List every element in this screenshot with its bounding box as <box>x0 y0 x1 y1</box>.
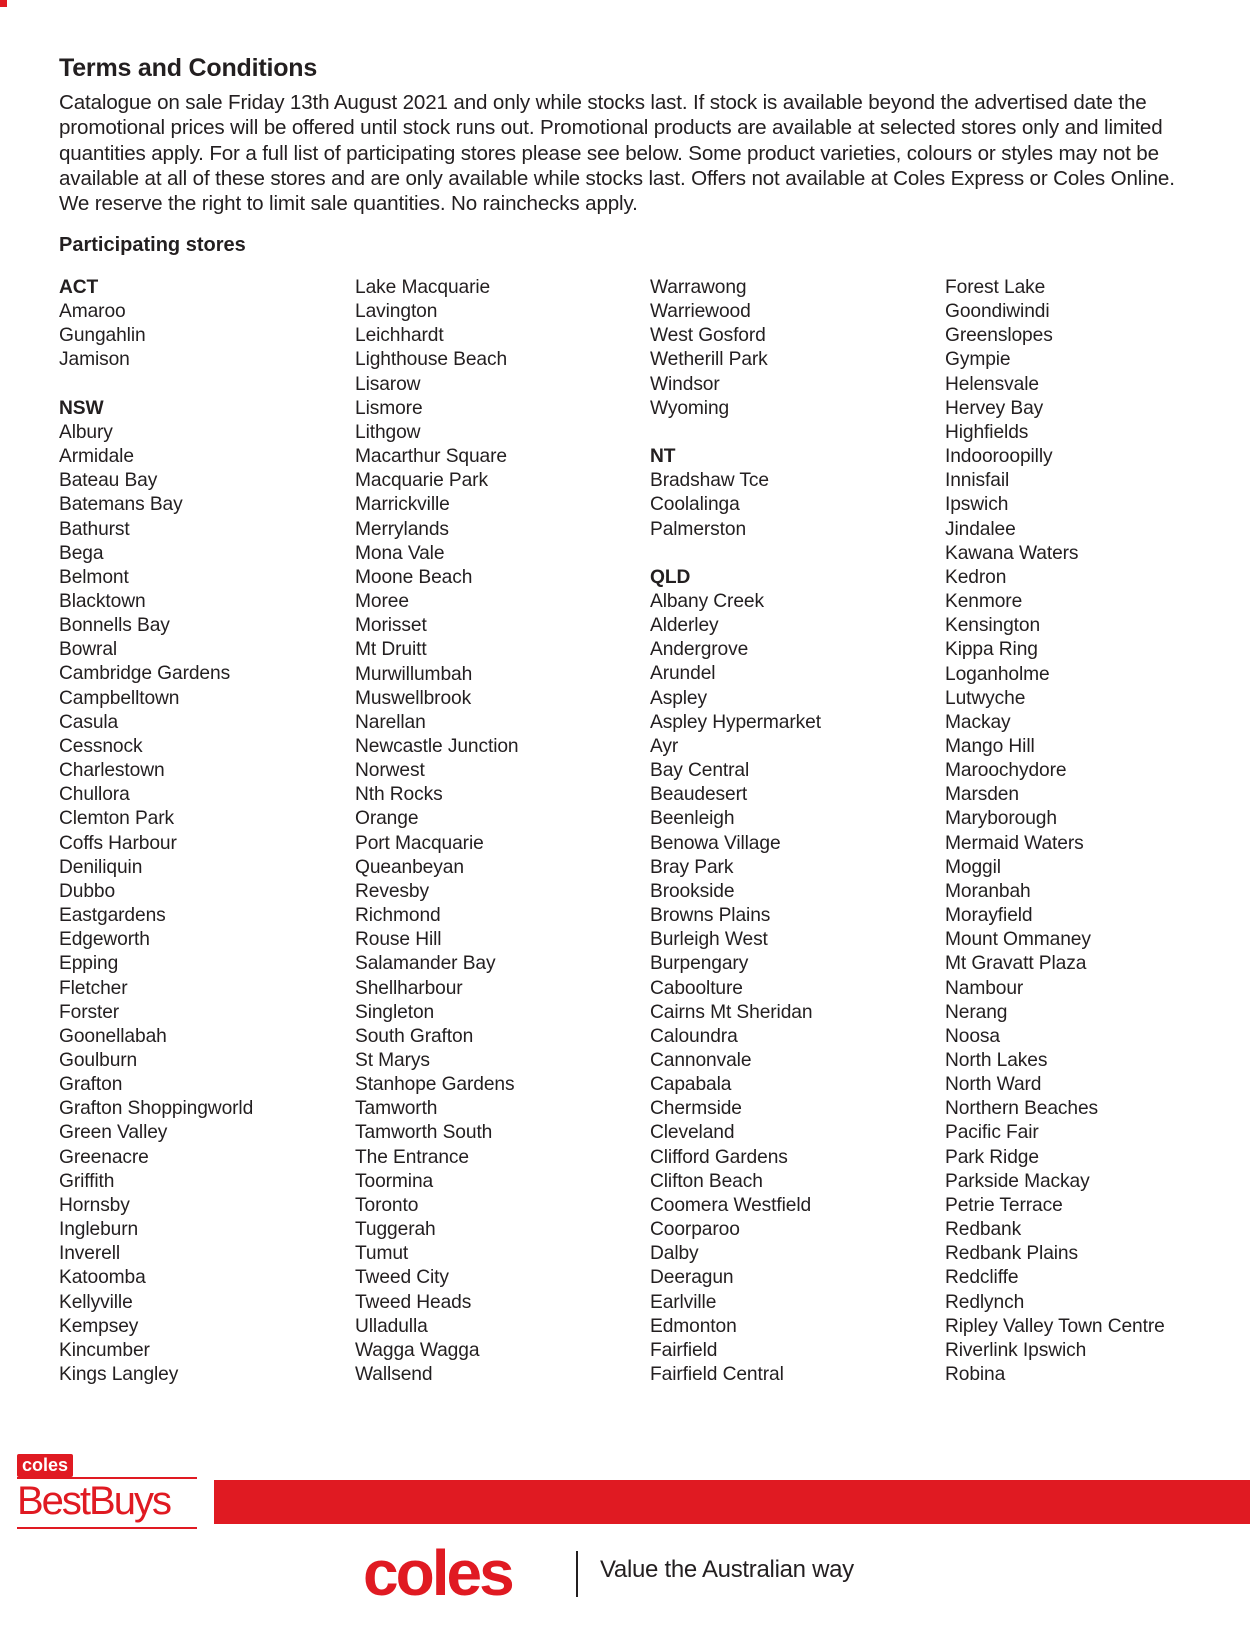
store-item: Mona Vale <box>355 542 445 564</box>
store-item: Jamison <box>59 349 130 371</box>
store-item: Windsor <box>650 373 720 395</box>
footer-divider <box>576 1551 578 1597</box>
store-item: Kellyville <box>59 1291 133 1313</box>
store-item: Mango Hill <box>945 735 1035 757</box>
store-item: Merrylands <box>355 518 449 540</box>
region-heading: ACT <box>59 277 99 298</box>
store-item: Toormina <box>355 1170 434 1192</box>
stores-heading: Participating stores <box>59 234 246 257</box>
store-item: Orange <box>355 808 419 830</box>
store-item: Northern Beaches <box>945 1098 1099 1120</box>
store-item: Benowa Village <box>650 832 781 854</box>
store-item: Mt Gravatt Plaza <box>945 953 1087 975</box>
store-item: Wagga Wagga <box>355 1339 480 1361</box>
store-item: Wallsend <box>355 1364 433 1386</box>
footer-red-band <box>214 1480 1250 1524</box>
store-item: Jindalee <box>945 518 1016 540</box>
store-item: Deniliquin <box>59 856 143 878</box>
terms-section <box>59 54 1199 1386</box>
store-item: Andergrove <box>650 639 749 661</box>
store-item: Bray Park <box>650 856 734 878</box>
store-item: Nerang <box>945 1001 1008 1023</box>
store-item: Lismore <box>355 397 423 419</box>
bestbuys-coles-tag: coles <box>17 1454 73 1477</box>
store-item: Macquarie Park <box>355 470 488 492</box>
store-item: Maroochydore <box>945 760 1067 782</box>
store-item: Coffs Harbour <box>59 832 177 854</box>
store-item: Clemton Park <box>59 808 175 830</box>
store-item: Park Ridge <box>945 1146 1039 1168</box>
store-item: Coolalinga <box>650 494 740 516</box>
region-heading: NSW <box>59 397 104 419</box>
store-item: Armidale <box>59 446 134 468</box>
store-item: Bega <box>59 542 104 564</box>
store-item: Marrickville <box>355 494 450 516</box>
store-item: Mount Ommaney <box>945 929 1091 951</box>
store-item: Arundel <box>650 663 716 685</box>
store-item: Dubbo <box>59 880 116 902</box>
store-item: Tumut <box>355 1243 409 1265</box>
store-column-2 <box>355 276 635 1387</box>
store-item: Narellan <box>355 711 426 733</box>
store-item: Singleton <box>355 1001 435 1023</box>
store-item: Petrie Terrace <box>945 1194 1063 1216</box>
store-item: Green Valley <box>59 1122 168 1144</box>
store-item: Beaudesert <box>650 784 748 806</box>
store-item: Queanbeyan <box>355 856 464 878</box>
store-item: Highfields <box>945 421 1029 443</box>
store-item: Toronto <box>355 1194 419 1216</box>
store-item: Albany Creek <box>650 591 764 612</box>
store-item: Alderley <box>650 615 719 637</box>
store-item: Kensington <box>945 615 1041 637</box>
region-heading: NT <box>650 446 676 468</box>
store-item: Tweed Heads <box>355 1291 472 1313</box>
store-item: Cairns Mt Sheridan <box>650 1001 813 1023</box>
store-item: Bateau Bay <box>59 470 158 492</box>
store-item: Charlestown <box>59 760 165 782</box>
store-item: Caloundra <box>650 1025 738 1047</box>
store-item: Lavington <box>355 301 438 323</box>
coles-logo: coles <box>363 1537 512 1609</box>
store-item: Newcastle Junction <box>355 735 519 757</box>
store-item: Redbank <box>945 1219 1022 1241</box>
store-item: Warriewood <box>650 301 751 323</box>
store-item: Moggil <box>945 856 1001 878</box>
store-item: Fletcher <box>59 977 128 999</box>
store-item: Palmerston <box>650 518 747 540</box>
store-item: Moone Beach <box>355 566 473 588</box>
store-item: Rouse Hill <box>355 929 442 951</box>
store-item: Richmond <box>355 905 441 927</box>
store-item: Chullora <box>59 784 130 806</box>
store-item: Fairfield Central <box>650 1364 784 1385</box>
store-item: Morayfield <box>945 905 1033 927</box>
store-item: Ingleburn <box>59 1219 139 1241</box>
store-item: Edmonton <box>650 1315 737 1337</box>
store-item: Lithgow <box>355 421 421 443</box>
store-item: Greenslopes <box>945 325 1053 347</box>
store-item: Deeragun <box>650 1267 734 1289</box>
store-item: Mt Druitt <box>355 639 427 661</box>
store-list <box>355 276 635 1387</box>
bestbuys-wordmark: BestBuys <box>17 1479 170 1523</box>
store-item: St Marys <box>355 1050 430 1071</box>
store-item: Leichhardt <box>355 325 444 347</box>
store-item: Inverell <box>59 1243 121 1265</box>
store-item: Loganholme <box>945 663 1050 685</box>
store-item: Earlville <box>650 1291 717 1313</box>
store-item: Bradshaw Tce <box>650 470 769 492</box>
bestbuys-rule-bottom <box>17 1527 197 1529</box>
store-item: Blacktown <box>59 591 146 613</box>
store-item: Coorparoo <box>650 1219 740 1241</box>
store-item: Noosa <box>945 1025 1000 1047</box>
store-item: Tuggerah <box>355 1219 436 1241</box>
store-item: Tamworth South <box>355 1122 493 1144</box>
store-item: Burleigh West <box>650 929 768 951</box>
store-item: Hervey Bay <box>945 397 1044 419</box>
store-item: Aspley Hypermarket <box>650 711 821 733</box>
store-item: Port Macquarie <box>355 832 484 854</box>
store-item: Tweed City <box>355 1267 449 1289</box>
store-item: Kenmore <box>945 591 1023 613</box>
store-item: Mackay <box>945 711 1011 733</box>
store-item: Clifford Gardens <box>650 1146 788 1168</box>
store-item: Muswellbrook <box>355 687 472 709</box>
store-item: Indooroopilly <box>945 446 1053 468</box>
store-item: Riverlink Ipswich <box>945 1339 1087 1361</box>
store-item: Kincumber <box>59 1339 150 1361</box>
store-item: Goonellabah <box>59 1025 167 1047</box>
store-item: North Ward <box>945 1074 1042 1096</box>
store-item: Tamworth <box>355 1098 438 1120</box>
store-item: Warrawong <box>650 277 747 298</box>
store-item: South Grafton <box>355 1025 474 1047</box>
list-spacer <box>650 542 930 566</box>
store-list <box>59 276 339 1387</box>
store-item: Wyoming <box>650 397 730 419</box>
store-item: Capabala <box>650 1074 732 1096</box>
store-item: Grafton Shoppingworld <box>59 1098 254 1120</box>
store-item: Lisarow <box>355 373 421 395</box>
store-item: Amaroo <box>59 301 126 323</box>
store-item: Clifton Beach <box>650 1170 763 1192</box>
store-item: Edgeworth <box>59 929 150 951</box>
store-item: Innisfail <box>945 470 1010 492</box>
store-item: Marsden <box>945 784 1019 806</box>
store-item: Hornsby <box>59 1194 130 1216</box>
store-item: Moree <box>355 591 409 613</box>
store-item: Beenleigh <box>650 808 735 830</box>
list-spacer <box>59 373 339 397</box>
store-item: Gungahlin <box>59 325 146 347</box>
store-item: Bowral <box>59 639 118 661</box>
list-spacer <box>650 421 930 445</box>
store-column-3 <box>650 276 930 1387</box>
store-item: Lake Macquarie <box>355 277 491 298</box>
store-item: Wetherill Park <box>650 349 768 371</box>
store-item: Pacific Fair <box>945 1122 1039 1144</box>
store-item: Campbelltown <box>59 687 180 709</box>
store-item: Maryborough <box>945 808 1057 830</box>
store-item: Coomera Westfield <box>650 1194 812 1216</box>
store-columns <box>59 276 1219 1386</box>
store-list <box>945 276 1225 1387</box>
tagline: Value the Australian way <box>600 1556 854 1583</box>
store-item: Cessnock <box>59 735 143 757</box>
store-item: Bonnells Bay <box>59 615 170 637</box>
store-item: Batemans Bay <box>59 494 183 516</box>
store-item: Murwillumbah <box>355 663 473 685</box>
store-item: Dalby <box>650 1243 699 1265</box>
store-item: Epping <box>59 953 119 975</box>
store-item: Cleveland <box>650 1122 735 1144</box>
store-item: North Lakes <box>945 1050 1048 1071</box>
store-item: Kawana Waters <box>945 542 1079 564</box>
page-title: Terms and Conditions <box>59 54 318 82</box>
region-heading: QLD <box>650 566 691 588</box>
terms-text: Catalogue on sale Friday 13th August 2021 and only while stocks last. If stock is available beyond the advertised date the promotional prices will be offered until stock runs out. Promotional products are available at selected stores only and limited quantities apply. For a full list of participating stores please see below. Some product varieties, colours or styles may not be available at all of these stores and are only available while stocks last. Offers not available at Coles Express or Coles Online. We reserve the right to limit sale quantities. No rainchecks apply. <box>59 91 1175 216</box>
store-item: Ayr <box>650 735 679 757</box>
store-item: Shellharbour <box>355 977 463 999</box>
store-item: Bathurst <box>59 518 130 540</box>
store-column-4 <box>945 276 1225 1387</box>
store-item: Redcliffe <box>945 1267 1019 1289</box>
store-item: The Entrance <box>355 1146 469 1168</box>
store-item: Chermside <box>650 1098 742 1120</box>
store-item: Macarthur Square <box>355 446 507 468</box>
store-item: Goondiwindi <box>945 301 1050 323</box>
store-item: Ipswich <box>945 494 1009 516</box>
store-item: Forest Lake <box>945 277 1046 298</box>
store-item: Forster <box>59 1001 120 1023</box>
store-item: Parkside Mackay <box>945 1170 1090 1192</box>
store-item: Revesby <box>355 880 429 902</box>
store-item: Salamander Bay <box>355 953 496 975</box>
store-item: Goulburn <box>59 1049 138 1071</box>
store-item: Katoomba <box>59 1267 146 1289</box>
store-item: Morisset <box>355 615 427 637</box>
store-item: Kings Langley <box>59 1364 179 1386</box>
store-item: Ripley Valley Town Centre <box>945 1315 1165 1337</box>
store-item: Kempsey <box>59 1315 139 1337</box>
store-item: Lighthouse Beach <box>355 349 508 371</box>
store-item: Lutwyche <box>945 687 1026 709</box>
store-item: Kedron <box>945 566 1007 588</box>
store-item: Aspley <box>650 687 707 709</box>
store-item: Eastgardens <box>59 905 166 927</box>
store-item: Brookside <box>650 880 735 902</box>
store-item: Redlynch <box>945 1291 1025 1313</box>
store-item: Nth Rocks <box>355 784 443 806</box>
store-item: Norwest <box>355 760 425 782</box>
store-item: Stanhope Gardens <box>355 1074 515 1096</box>
store-item: Albury <box>59 421 113 443</box>
store-item: Helensvale <box>945 373 1039 395</box>
store-item: Greenacre <box>59 1146 149 1168</box>
store-item: Griffith <box>59 1170 115 1192</box>
store-item: Caboolture <box>650 977 743 999</box>
store-item: West Gosford <box>650 325 766 347</box>
store-item: Casula <box>59 711 119 733</box>
store-item: Burpengary <box>650 953 749 975</box>
store-item: Cannonvale <box>650 1049 752 1071</box>
store-item: Bay Central <box>650 760 750 782</box>
store-item: Robina <box>945 1364 1006 1386</box>
store-list <box>650 276 930 1387</box>
store-item: Redbank Plains <box>945 1243 1078 1265</box>
store-item: Belmont <box>59 566 129 588</box>
store-item: Kippa Ring <box>945 639 1038 661</box>
store-item: Grafton <box>59 1074 123 1096</box>
corner-mark <box>0 0 7 7</box>
store-item: Ulladulla <box>355 1315 428 1337</box>
store-item: Moranbah <box>945 880 1031 902</box>
store-item: Cambridge Gardens <box>59 663 231 685</box>
store-item: Gympie <box>945 349 1011 371</box>
store-item: Nambour <box>945 977 1024 999</box>
store-item: Fairfield <box>650 1339 718 1361</box>
store-item: Browns Plains <box>650 905 771 927</box>
store-item: Mermaid Waters <box>945 832 1084 854</box>
store-column-1 <box>59 276 339 1387</box>
